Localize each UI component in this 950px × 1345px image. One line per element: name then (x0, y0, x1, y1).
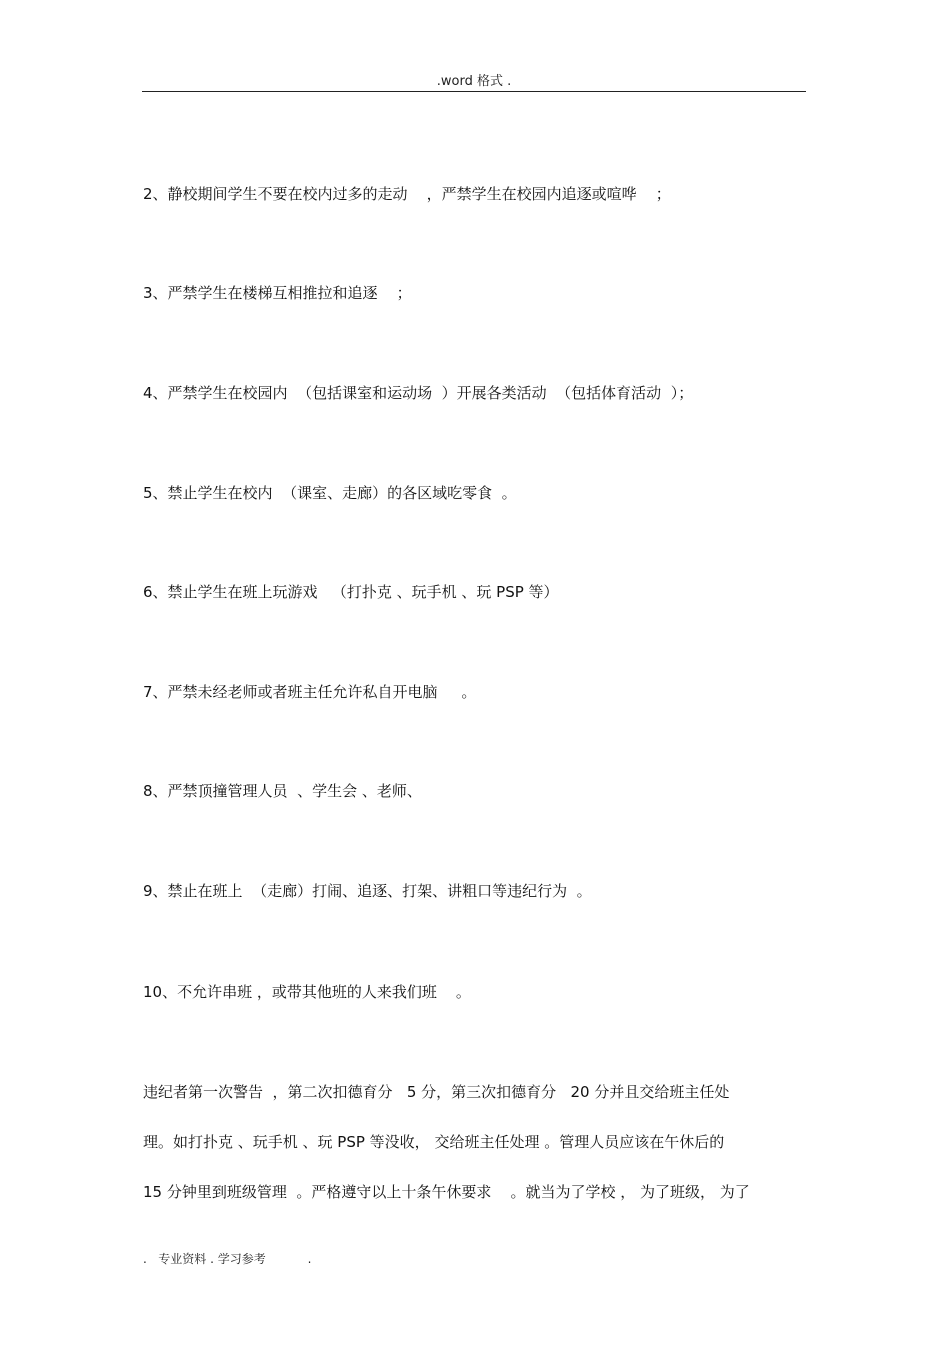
rule-item-3: 3、严禁学生在楼梯互相推拉和追逐 ； (143, 284, 412, 302)
rule-item-9: 9、禁止在班上 （走廊）打闹、追逐、打架、讲粗口等违纪行为 。 (143, 882, 592, 900)
page-footer: . 专业资料 . 学习参考 . (143, 1252, 312, 1266)
paragraph-line-1: 违纪者第一次警告 ，第二次扣德育分 5 分，第三次扣德育分 20 分并且交给班主任处 (143, 1083, 730, 1101)
paragraph-line-3: 15 分钟里到班级管理 。严格遵守以上十条午休要求 。就当为了学校 ， 为了班级， 为了 (143, 1183, 750, 1201)
header-divider (142, 91, 806, 92)
rule-item-4: 4、严禁学生在校园内 （包括课室和运动场 ）开展各类活动 （包括体育活动 ）； (143, 384, 694, 402)
rule-item-7: 7、严禁未经老师或者班主任允许私自开电脑 。 (143, 683, 477, 701)
rule-item-2: 2、静校期间学生不要在校内过多的走动 ，严禁学生在校园内追逐或喧哗 ； (143, 185, 671, 203)
rule-item-8: 8、严禁顶撞管理人员 、学生会 、老师、 (143, 782, 422, 800)
page-header: .word 格式 . (436, 74, 512, 89)
rule-item-5: 5、禁止学生在校内 （课室、走廊）的各区域吃零食 。 (143, 484, 517, 502)
rule-item-6: 6、禁止学生在班上玩游戏 （打扑克 、玩手机 、玩 PSP 等） (143, 583, 559, 601)
rule-item-10: 10、不允许串班 ，或带其他班的人来我们班 。 (143, 983, 471, 1001)
paragraph-line-2: 理。如打扑克 、玩手机 、玩 PSP 等没收， 交给班主任处理 。管理人员应该在午休后的 (143, 1133, 725, 1151)
